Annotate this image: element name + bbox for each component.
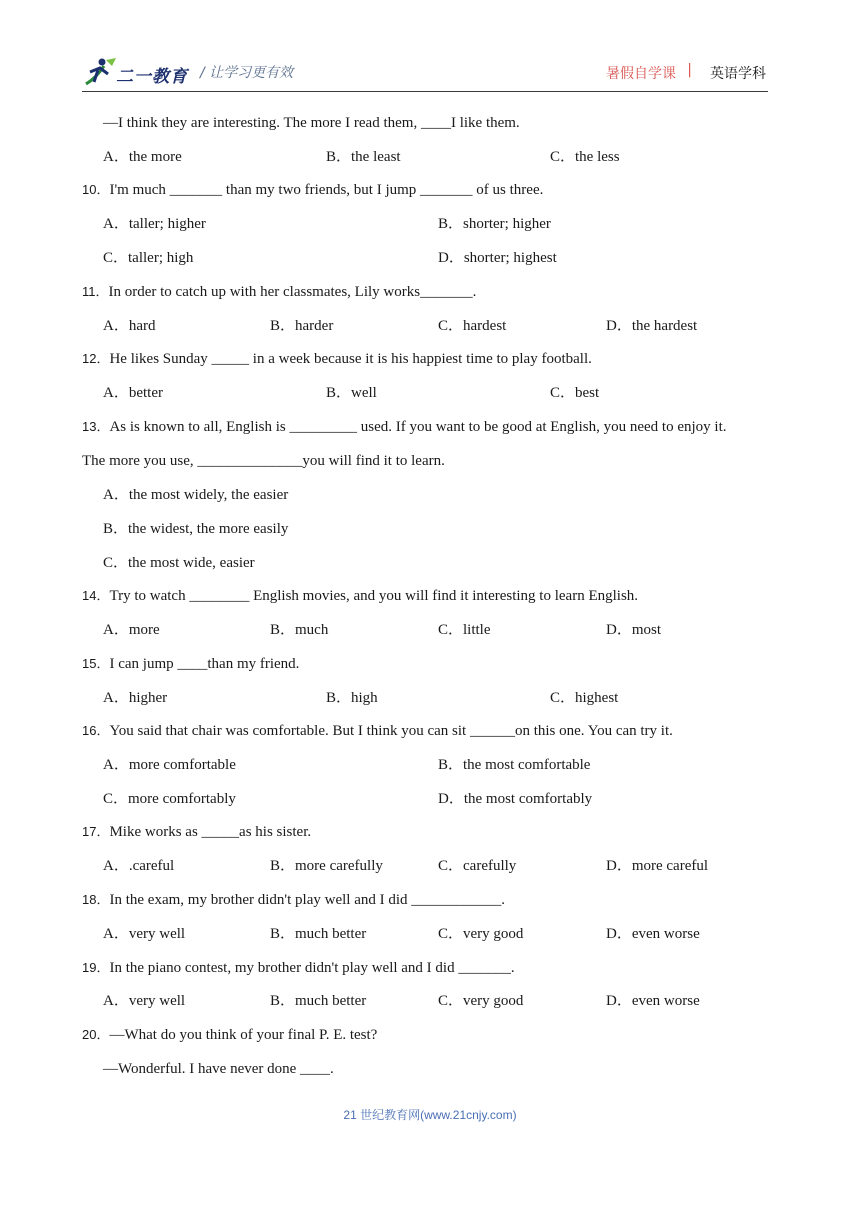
page-footer: 21 世纪教育网(www.21cnjy.com) [343, 1108, 517, 1122]
option-a[interactable]: A．more comfortable [103, 757, 236, 773]
option-b[interactable]: B．well [326, 385, 377, 401]
question-text: Try to watch ________ English movies, and you will find it interesting to learn English. [109, 588, 639, 604]
page-header [82, 54, 768, 90]
question-number: 15． [82, 656, 110, 671]
option-a[interactable]: A．.careful [103, 858, 175, 874]
option-b[interactable]: B．more carefully [270, 858, 383, 874]
question-20 [82, 1026, 377, 1044]
question-text-continued: The more you use, ______________you will find it to learn. [82, 453, 445, 469]
runner-logo-icon [82, 56, 118, 88]
question-15 [82, 655, 299, 673]
option-a[interactable]: A．very well [103, 926, 186, 942]
logo [82, 56, 192, 90]
option-b[interactable]: B．much better [270, 993, 367, 1009]
option-d[interactable]: D．the hardest [606, 318, 698, 334]
option-d[interactable]: D．more careful [606, 858, 709, 874]
option-b[interactable]: B．the most comfortable [438, 757, 591, 773]
option-a[interactable]: A．more [103, 622, 160, 638]
question-10 [82, 181, 543, 199]
question-13 [82, 418, 727, 436]
option-c[interactable]: C．very good [438, 926, 524, 942]
option-a[interactable]: A．higher [103, 690, 168, 706]
option-b[interactable]: B．high [326, 690, 378, 706]
option-c[interactable]: C．highest [550, 690, 619, 706]
question-text: He likes Sunday _____ in a week because it is his happiest time to play football. [109, 351, 592, 367]
option-a[interactable]: A．taller; higher [103, 216, 206, 232]
option-a[interactable]: A．very well [103, 993, 186, 1009]
question-number: 12． [82, 351, 110, 366]
question-text: Mike works as _____as his sister. [109, 824, 312, 840]
option-c[interactable]: C．more comfortably [103, 791, 236, 807]
option-c[interactable]: C．little [438, 622, 491, 638]
header-separator: | [687, 62, 692, 78]
question-number: 10． [82, 182, 110, 197]
question-number: 17． [82, 824, 110, 839]
question-number: 19． [82, 960, 110, 975]
option-d[interactable]: D．even worse [606, 926, 700, 942]
question-text: I'm much _______ than my two friends, but I jump _______ of us three. [109, 182, 544, 198]
option-d[interactable]: D．most [606, 622, 662, 638]
question-number: 20． [82, 1027, 110, 1042]
option-c[interactable]: C．hardest [438, 318, 507, 334]
question-text-continued: —Wonderful. I have never done ____. [103, 1061, 334, 1077]
option-b[interactable]: B．much [270, 622, 329, 638]
option-b[interactable]: B．shorter; higher [438, 216, 551, 232]
question-18 [82, 891, 505, 909]
course-label: 暑假自学课 [606, 66, 676, 82]
slogan: / 让学习更有效 [200, 65, 294, 81]
option-d[interactable]: D．even worse [606, 993, 700, 1009]
question-16 [82, 722, 673, 740]
logo-text: 二一教育 [116, 67, 188, 87]
option-c[interactable]: C．carefully [438, 858, 517, 874]
option-a[interactable]: A．the most widely, the easier [103, 487, 289, 503]
question-number: 16． [82, 723, 110, 738]
question-17 [82, 823, 311, 841]
question-11 [82, 283, 476, 301]
option-c[interactable]: C．best [550, 385, 600, 401]
question-number: 14． [82, 588, 110, 603]
question-14 [82, 587, 638, 605]
option-b[interactable]: B．the least [326, 149, 401, 165]
question-text: In the piano contest, my brother didn't play well and I did _______. [109, 960, 515, 976]
question-12 [82, 350, 592, 368]
question-text: —I think they are interesting. The more I read them, ____I like them. [103, 115, 520, 131]
option-d[interactable]: D．the most comfortably [438, 791, 593, 807]
question-number: 13． [82, 419, 110, 434]
option-d[interactable]: D．shorter; highest [438, 250, 557, 266]
question-text: I can jump ____than my friend. [109, 656, 300, 672]
question-text: As is known to all, English is _________ used. If you want to be good at English, you need to enjoy it. [109, 419, 727, 435]
question-text: —What do you think of your final P. E. test? [109, 1027, 378, 1043]
option-c[interactable]: C．the less [550, 149, 620, 165]
option-c[interactable]: C．taller; high [103, 250, 194, 266]
option-b[interactable]: B．the widest, the more easily [103, 521, 289, 537]
question-19 [82, 959, 515, 977]
option-b[interactable]: B．much better [270, 926, 367, 942]
option-c[interactable]: C．very good [438, 993, 524, 1009]
option-a[interactable]: A．the more [103, 149, 182, 165]
question-text: In the exam, my brother didn't play well and I did ____________. [109, 892, 506, 908]
option-c[interactable]: C．the most wide, easier [103, 555, 255, 571]
option-b[interactable]: B．harder [270, 318, 334, 334]
question-number: 18． [82, 892, 110, 907]
question-text: You said that chair was comfortable. But I think you can sit ______on this one. You can try it. [109, 723, 673, 739]
question-text: In order to catch up with her classmates, Lily works_______. [108, 284, 477, 300]
option-a[interactable]: A．better [103, 385, 163, 401]
option-a[interactable]: A．hard [103, 318, 156, 334]
question-number: 11． [82, 284, 109, 299]
header-rule [82, 91, 768, 92]
subject-label: 英语学科 [710, 66, 766, 82]
